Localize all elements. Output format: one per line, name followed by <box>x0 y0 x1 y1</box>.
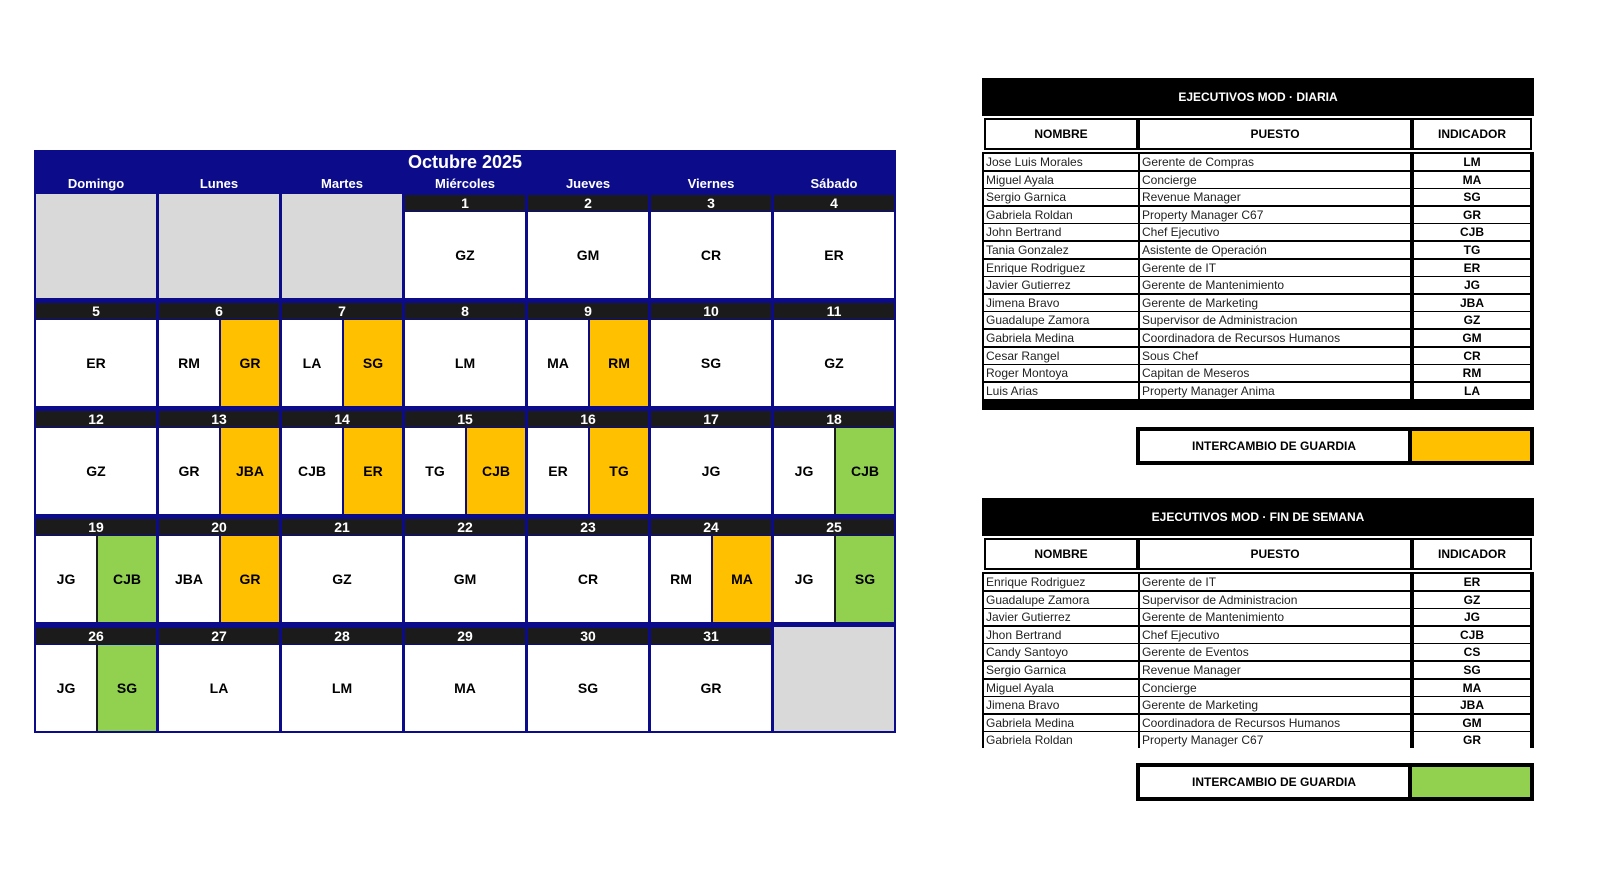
assigned-executive: LA <box>282 320 342 406</box>
day-number: 17 <box>651 411 771 427</box>
table-row <box>982 189 1534 205</box>
swap-executive: CJB <box>465 428 525 514</box>
cell-indicador: SG <box>1414 662 1530 678</box>
cell-puesto: Chef Ejecutivo <box>1140 224 1410 240</box>
cell-indicador: MA <box>1414 172 1530 188</box>
cell-nombre: Gabriela Roldan <box>984 207 1138 223</box>
day-name: Miércoles <box>435 176 495 191</box>
day-number: 14 <box>282 411 402 427</box>
assigned-executive: MA <box>454 680 476 696</box>
assigned-executive: GZ <box>332 571 352 587</box>
day-cell <box>36 428 156 514</box>
table-row <box>982 609 1534 625</box>
table-row <box>982 242 1534 258</box>
table-row <box>982 365 1534 381</box>
empty-day-cell <box>774 627 894 731</box>
header-puesto: PUESTO <box>1138 538 1412 570</box>
table-row <box>982 627 1534 643</box>
day-cell <box>651 645 771 731</box>
cell-nombre: Enrique Rodriguez <box>984 260 1138 276</box>
cell-indicador: LA <box>1414 383 1530 399</box>
cell-indicador: CJB <box>1414 627 1530 643</box>
cell-nombre: Tania Gonzalez <box>984 242 1138 258</box>
day-number: 27 <box>159 628 279 644</box>
day-cell <box>528 428 648 514</box>
assigned-executive: GZ <box>824 355 844 371</box>
day-number: 1 <box>405 195 525 211</box>
table-row <box>982 330 1534 346</box>
day-number: 30 <box>528 628 648 644</box>
swap-executive: MA <box>711 536 771 622</box>
cell-nombre: Roger Montoya <box>984 365 1138 381</box>
cell-nombre: Jimena Bravo <box>984 295 1138 311</box>
swap-executive: TG <box>588 428 648 514</box>
cell-indicador: JG <box>1414 609 1530 625</box>
cell-nombre: Sergio Garnica <box>984 189 1138 205</box>
day-cell <box>774 536 894 622</box>
legend-fin-label: INTERCAMBIO DE GUARDIA <box>1140 767 1408 797</box>
day-cell <box>282 320 402 406</box>
swap-executive: SG <box>96 645 156 731</box>
swap-executive: ER <box>342 428 402 514</box>
cell-indicador: ER <box>1414 260 1530 276</box>
day-cell <box>36 320 156 406</box>
cell-puesto: Revenue Manager <box>1140 189 1410 205</box>
calendar <box>34 150 896 733</box>
assigned-executive: LM <box>331 680 353 696</box>
swap-executive: CJB <box>834 428 894 514</box>
cell-puesto: Asistente de Operación <box>1140 242 1410 258</box>
day-number: 4 <box>774 195 894 211</box>
swap-executive: GR <box>219 536 279 622</box>
cell-puesto: Supervisor de Administracion <box>1140 592 1410 608</box>
day-name: Martes <box>321 176 363 191</box>
cell-puesto: Supervisor de Administracion <box>1140 312 1410 328</box>
table-row <box>982 644 1534 660</box>
day-cell <box>282 536 402 622</box>
swap-executive: GR <box>219 320 279 406</box>
swap-executive: CJB <box>96 536 156 622</box>
day-number: 2 <box>528 195 648 211</box>
cell-nombre: Miguel Ayala <box>984 172 1138 188</box>
table-row <box>982 680 1534 696</box>
day-number: 25 <box>774 519 894 535</box>
header-nombre: NOMBRE <box>984 118 1138 150</box>
assigned-executive: JG <box>701 463 721 479</box>
day-cell <box>405 536 525 622</box>
assigned-executive: JG <box>36 645 96 731</box>
day-number: 24 <box>651 519 771 535</box>
assigned-executive: JG <box>774 428 834 514</box>
cell-indicador: SG <box>1414 189 1530 205</box>
cell-indicador: GM <box>1414 715 1530 731</box>
day-number: 5 <box>36 303 156 319</box>
day-cell <box>36 645 156 731</box>
day-cell <box>159 320 279 406</box>
assigned-executive: JG <box>774 536 834 622</box>
cell-indicador: LM <box>1414 154 1530 170</box>
day-name: Domingo <box>67 176 125 191</box>
table-diaria-title: EJECUTIVOS MOD · DIARIA <box>982 78 1534 116</box>
table-row <box>982 172 1534 188</box>
empty-day-cell <box>36 194 156 298</box>
legend-diaria-label: INTERCAMBIO DE GUARDIA <box>1140 431 1408 461</box>
legend-fin-de-semana <box>1136 763 1534 801</box>
day-number: 12 <box>36 411 156 427</box>
cell-nombre: Cesar Rangel <box>984 348 1138 364</box>
cell-indicador: ER <box>1414 574 1530 590</box>
cell-puesto: Gerente de IT <box>1140 260 1410 276</box>
assigned-executive: GZ <box>86 463 106 479</box>
table-row <box>982 592 1534 608</box>
table-row <box>982 207 1534 223</box>
table-row <box>982 383 1534 399</box>
cell-nombre: Luis Arias <box>984 383 1138 399</box>
empty-day-cell <box>159 194 279 298</box>
day-cell <box>774 428 894 514</box>
cell-indicador: JBA <box>1414 697 1530 713</box>
table-row <box>982 662 1534 678</box>
table-row <box>982 224 1534 240</box>
table-row <box>982 574 1534 590</box>
cell-nombre: Candy Santoyo <box>984 644 1138 660</box>
cell-indicador: RM <box>1414 365 1530 381</box>
table-fin-title: EJECUTIVOS MOD · FIN DE SEMANA <box>982 498 1534 536</box>
table-diaria-rows <box>982 152 1534 410</box>
header-nombre: NOMBRE <box>984 538 1138 570</box>
swap-executive: JBA <box>219 428 279 514</box>
day-name: Lunes <box>199 176 239 191</box>
day-cell <box>405 212 525 298</box>
day-number: 11 <box>774 303 894 319</box>
cell-nombre: Miguel Ayala <box>984 680 1138 696</box>
cell-puesto: Sous Chef <box>1140 348 1410 364</box>
day-number: 6 <box>159 303 279 319</box>
day-cell <box>651 536 771 622</box>
table-fin-rows <box>982 572 1534 748</box>
day-number: 23 <box>528 519 648 535</box>
cell-indicador: MA <box>1414 680 1530 696</box>
day-cell <box>159 428 279 514</box>
assigned-executive: CJB <box>282 428 342 514</box>
day-cell <box>159 645 279 731</box>
legend-fin-swatch <box>1412 767 1530 797</box>
assigned-executive: SG <box>577 680 599 696</box>
table-row <box>982 715 1534 731</box>
cell-puesto: Gerente de IT <box>1140 574 1410 590</box>
cell-puesto: Chef Ejecutivo <box>1140 627 1410 643</box>
cell-nombre: Guadalupe Zamora <box>984 592 1138 608</box>
cell-puesto: Coordinadora de Recursos Humanos <box>1140 330 1410 346</box>
table-diaria <box>982 78 1534 412</box>
assigned-executive: GM <box>453 571 477 587</box>
cell-nombre: Sergio Garnica <box>984 662 1138 678</box>
day-number: 3 <box>651 195 771 211</box>
day-cell <box>528 320 648 406</box>
day-number: 26 <box>36 628 156 644</box>
cell-puesto: Gerente de Mantenimiento <box>1140 609 1410 625</box>
cell-nombre: Javier Gutierrez <box>984 277 1138 293</box>
day-cell <box>651 428 771 514</box>
day-name: Viernes <box>687 176 735 191</box>
day-name: Jueves <box>565 176 611 191</box>
table-row <box>982 697 1534 713</box>
table-row <box>982 732 1534 748</box>
table-row <box>982 295 1534 311</box>
assigned-executive: MA <box>528 320 588 406</box>
assigned-executive: JG <box>36 536 96 622</box>
day-number: 8 <box>405 303 525 319</box>
day-name: Sábado <box>810 176 858 191</box>
cell-puesto: Gerente de Marketing <box>1140 697 1410 713</box>
header-indicador: INDICADOR <box>1412 538 1532 570</box>
day-cell <box>282 428 402 514</box>
calendar-title: Octubre 2025 <box>407 152 523 172</box>
day-cell <box>528 536 648 622</box>
cell-puesto: Capitan de Meseros <box>1140 365 1410 381</box>
empty-day-cell <box>282 194 402 298</box>
header-indicador: INDICADOR <box>1412 118 1532 150</box>
table-row <box>982 154 1534 170</box>
cell-nombre: Jhon Bertrand <box>984 627 1138 643</box>
swap-executive: SG <box>342 320 402 406</box>
assigned-executive: GZ <box>455 247 475 263</box>
assigned-executive: RM <box>159 320 219 406</box>
cell-puesto: Gerente de Eventos <box>1140 644 1410 660</box>
day-number: 15 <box>405 411 525 427</box>
day-number: 29 <box>405 628 525 644</box>
cell-indicador: GZ <box>1414 312 1530 328</box>
assigned-executive: SG <box>700 355 722 371</box>
day-number: 21 <box>282 519 402 535</box>
cell-puesto: Concierge <box>1140 680 1410 696</box>
swap-executive: SG <box>834 536 894 622</box>
legend-diaria-swatch <box>1412 431 1530 461</box>
day-number: 9 <box>528 303 648 319</box>
day-number: 20 <box>159 519 279 535</box>
assigned-executive: ER <box>86 355 106 371</box>
assigned-executive: RM <box>651 536 711 622</box>
cell-nombre: Gabriela Medina <box>984 715 1138 731</box>
day-cell <box>774 320 894 406</box>
day-number: 22 <box>405 519 525 535</box>
header-puesto: PUESTO <box>1138 118 1412 150</box>
assigned-executive: LM <box>454 355 476 371</box>
day-cell <box>651 212 771 298</box>
assigned-executive: TG <box>405 428 465 514</box>
day-cell <box>405 428 525 514</box>
cell-indicador: CS <box>1414 644 1530 660</box>
table-row <box>982 348 1534 364</box>
cell-indicador: JBA <box>1414 295 1530 311</box>
cell-nombre: Javier Gutierrez <box>984 609 1138 625</box>
cell-nombre: Jimena Bravo <box>984 697 1138 713</box>
cell-indicador: TG <box>1414 242 1530 258</box>
day-cell <box>282 645 402 731</box>
cell-nombre: Jose Luis Morales <box>984 154 1138 170</box>
cell-nombre: Enrique Rodriguez <box>984 574 1138 590</box>
day-number: 13 <box>159 411 279 427</box>
assigned-executive: GM <box>576 247 600 263</box>
legend-diaria <box>1136 427 1534 465</box>
table-row <box>982 260 1534 276</box>
day-cell <box>774 212 894 298</box>
assigned-executive: ER <box>824 247 844 263</box>
cell-puesto: Property Manager Anima <box>1140 383 1410 399</box>
day-number: 31 <box>651 628 771 644</box>
day-cell <box>36 536 156 622</box>
assigned-executive: CR <box>577 571 599 587</box>
assigned-executive: LA <box>209 680 229 696</box>
cell-indicador: GM <box>1414 330 1530 346</box>
day-cell <box>405 645 525 731</box>
cell-indicador: CR <box>1414 348 1530 364</box>
day-cell <box>651 320 771 406</box>
assigned-executive: GR <box>700 680 722 696</box>
cell-puesto: Revenue Manager <box>1140 662 1410 678</box>
assigned-executive: GR <box>159 428 219 514</box>
cell-puesto: Coordinadora de Recursos Humanos <box>1140 715 1410 731</box>
day-number: 7 <box>282 303 402 319</box>
cell-puesto: Property Manager C67 <box>1140 207 1410 223</box>
cell-nombre: Guadalupe Zamora <box>984 312 1138 328</box>
day-cell <box>405 320 525 406</box>
cell-nombre: Gabriela Roldan <box>984 732 1138 748</box>
swap-executive: RM <box>588 320 648 406</box>
cell-puesto: Concierge <box>1140 172 1410 188</box>
cell-puesto: Gerente de Compras <box>1140 154 1410 170</box>
day-number: 18 <box>774 411 894 427</box>
cell-puesto: Property Manager C67 <box>1140 732 1410 748</box>
day-cell <box>528 645 648 731</box>
day-number: 19 <box>36 519 156 535</box>
cell-indicador: JG <box>1414 277 1530 293</box>
cell-indicador: CJB <box>1414 224 1530 240</box>
assigned-executive: ER <box>528 428 588 514</box>
table-row <box>982 312 1534 328</box>
table-row <box>982 277 1534 293</box>
cell-puesto: Gerente de Mantenimiento <box>1140 277 1410 293</box>
day-number: 10 <box>651 303 771 319</box>
assigned-executive: CR <box>700 247 722 263</box>
cell-indicador: GR <box>1414 732 1530 748</box>
assigned-executive: JBA <box>159 536 219 622</box>
cell-indicador: GR <box>1414 207 1530 223</box>
cell-indicador: GZ <box>1414 592 1530 608</box>
cell-nombre: Gabriela Medina <box>984 330 1138 346</box>
cell-nombre: John Bertrand <box>984 224 1138 240</box>
table-fin-de-semana <box>982 498 1534 749</box>
cell-puesto: Gerente de Marketing <box>1140 295 1410 311</box>
day-number: 16 <box>528 411 648 427</box>
day-cell <box>159 536 279 622</box>
day-cell <box>528 212 648 298</box>
day-number: 28 <box>282 628 402 644</box>
